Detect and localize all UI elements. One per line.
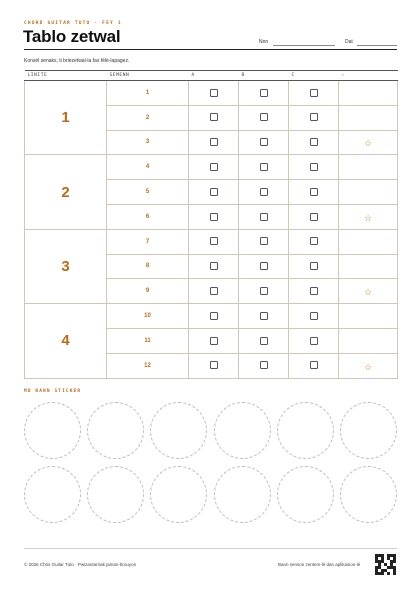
qr-code-icon[interactable] (375, 554, 396, 575)
sticker-slot[interactable] (24, 466, 81, 523)
lesson-number: 4 (107, 155, 189, 180)
star-chart-table (24, 70, 398, 379)
checkbox-b[interactable] (260, 312, 268, 320)
checkbox-a[interactable] (210, 361, 218, 369)
star-cell (339, 81, 398, 106)
sticker-slot[interactable] (340, 402, 397, 459)
column-header-c: C (289, 71, 339, 81)
lesson-number: 5 (107, 180, 189, 205)
checkbox-cell-b (239, 105, 289, 130)
instruction-text: Konsèl senaks, ti briezetwal-la fas fèlè-lapagez. (24, 58, 130, 64)
sticker-section-label: MO BANN STICKER (24, 389, 82, 394)
table-row (25, 229, 398, 254)
star-icon[interactable]: ☆ (363, 138, 373, 149)
checkbox-b[interactable] (260, 287, 268, 295)
checkbox-cell-c (289, 81, 339, 106)
sticker-slot[interactable] (214, 466, 271, 523)
date-field[interactable] (357, 45, 397, 46)
table-row (25, 81, 398, 106)
name-label: Non (259, 39, 269, 45)
star-cell (339, 180, 398, 205)
checkbox-a[interactable] (210, 312, 218, 320)
checkbox-a[interactable] (210, 213, 218, 221)
checkbox-c[interactable] (310, 213, 318, 221)
checkbox-c[interactable] (310, 237, 318, 245)
document-kicker: CHORD GUITAR TUTO · FEY 1 (24, 21, 122, 26)
lesson-number: 10 (107, 304, 189, 329)
checkbox-cell-c (289, 105, 339, 130)
checkbox-cell-a (189, 353, 239, 378)
checkbox-a[interactable] (210, 262, 218, 270)
checkbox-cell-c (289, 130, 339, 155)
sticker-slot[interactable] (87, 402, 144, 459)
lesson-number: 2 (107, 105, 189, 130)
checkbox-c[interactable] (310, 188, 318, 196)
star-cell (339, 353, 398, 378)
star-cell (339, 204, 398, 229)
star-cell (339, 279, 398, 304)
checkbox-b[interactable] (260, 89, 268, 97)
lesson-number: 11 (107, 328, 189, 353)
checkbox-b[interactable] (260, 138, 268, 146)
column-header-unit: LINITE (25, 71, 107, 81)
footer-copyright: © 2026 Chris Guitar Tuto · Pwizantarnak jaman-brouyon (24, 562, 137, 567)
sticker-slot[interactable] (87, 466, 144, 523)
checkbox-a[interactable] (210, 188, 218, 196)
checkbox-c[interactable] (310, 113, 318, 121)
star-cell (339, 304, 398, 329)
star-cell (339, 105, 398, 130)
checkbox-a[interactable] (210, 89, 218, 97)
unit-number: 3 (25, 229, 107, 303)
lesson-number: 1 (107, 81, 189, 106)
checkbox-cell-c (289, 254, 339, 279)
column-header-lesson: SEMENN (107, 71, 189, 81)
checkbox-cell-a (189, 155, 239, 180)
checkbox-cell-b (239, 204, 289, 229)
column-header-a: A (189, 71, 239, 81)
name-field[interactable] (273, 45, 335, 46)
checkbox-cell-a (189, 130, 239, 155)
sticker-slot[interactable] (340, 466, 397, 523)
footer-divider (24, 548, 397, 549)
footer-note: Bann senson zentem-lé dan aplikasion-lé (278, 562, 361, 567)
star-cell (339, 229, 398, 254)
checkbox-cell-c (289, 155, 339, 180)
checkbox-cell-c (289, 328, 339, 353)
checkbox-a[interactable] (210, 237, 218, 245)
checkbox-b[interactable] (260, 361, 268, 369)
column-header-star: ☆ (339, 71, 398, 81)
checkbox-cell-b (239, 279, 289, 304)
checkbox-cell-a (189, 180, 239, 205)
checkbox-cell-b (239, 130, 289, 155)
checkbox-a[interactable] (210, 138, 218, 146)
checkbox-cell-c (289, 304, 339, 329)
checkbox-b[interactable] (260, 163, 268, 171)
lesson-number: 9 (107, 279, 189, 304)
unit-number: 2 (25, 155, 107, 229)
sticker-slot[interactable] (24, 402, 81, 459)
lesson-number: 8 (107, 254, 189, 279)
checkbox-cell-c (289, 204, 339, 229)
checkbox-a[interactable] (210, 113, 218, 121)
sticker-slot[interactable] (277, 402, 334, 459)
checkbox-b[interactable] (260, 337, 268, 345)
star-cell (339, 254, 398, 279)
sticker-slot[interactable] (150, 466, 207, 523)
star-cell (339, 130, 398, 155)
checkbox-cell-a (189, 229, 239, 254)
star-icon[interactable]: ☆ (363, 287, 373, 298)
star-cell (339, 155, 398, 180)
sticker-slot[interactable] (214, 402, 271, 459)
page-title: Tablo zetwal (23, 27, 121, 46)
qr-module (393, 572, 396, 575)
header-divider (24, 49, 397, 50)
checkbox-c[interactable] (310, 361, 318, 369)
sticker-grid (24, 402, 397, 523)
checkbox-cell-c (289, 353, 339, 378)
checkbox-cell-b (239, 81, 289, 106)
checkbox-a[interactable] (210, 163, 218, 171)
checkbox-cell-a (189, 328, 239, 353)
sticker-slot[interactable] (277, 466, 334, 523)
checkbox-a[interactable] (210, 287, 218, 295)
checkbox-cell-b (239, 180, 289, 205)
lesson-number: 6 (107, 204, 189, 229)
checkbox-cell-b (239, 254, 289, 279)
checkbox-b[interactable] (260, 237, 268, 245)
checkbox-cell-b (239, 353, 289, 378)
star-cell (339, 328, 398, 353)
checkbox-b[interactable] (260, 262, 268, 270)
checkbox-cell-a (189, 204, 239, 229)
unit-number: 1 (25, 81, 107, 155)
checkbox-c[interactable] (310, 287, 318, 295)
checkbox-b[interactable] (260, 213, 268, 221)
checkbox-c[interactable] (310, 138, 318, 146)
checkbox-cell-b (239, 155, 289, 180)
table-row (25, 304, 398, 329)
checkbox-c[interactable] (310, 337, 318, 345)
star-icon[interactable]: ☆ (363, 361, 373, 372)
checkbox-cell-b (239, 328, 289, 353)
table-row (25, 155, 398, 180)
star-icon[interactable]: ☆ (363, 212, 373, 223)
checkbox-cell-a (189, 105, 239, 130)
sticker-slot[interactable] (150, 402, 207, 459)
unit-number: 4 (25, 304, 107, 378)
lesson-number: 7 (107, 229, 189, 254)
column-header-b: B (239, 71, 289, 81)
checkbox-cell-a (189, 254, 239, 279)
table-header-row (25, 71, 398, 81)
checkbox-cell-c (289, 229, 339, 254)
checkbox-c[interactable] (310, 262, 318, 270)
checkbox-cell-b (239, 304, 289, 329)
checkbox-cell-a (189, 304, 239, 329)
checkbox-a[interactable] (210, 337, 218, 345)
date-label: Dat (345, 39, 353, 45)
checkbox-cell-c (289, 180, 339, 205)
checkbox-b[interactable] (260, 113, 268, 121)
checkbox-cell-c (289, 279, 339, 304)
lesson-number: 3 (107, 130, 189, 155)
checkbox-c[interactable] (310, 89, 318, 97)
checkbox-c[interactable] (310, 312, 318, 320)
lesson-number: 12 (107, 353, 189, 378)
checkbox-cell-a (189, 81, 239, 106)
checkbox-cell-a (189, 279, 239, 304)
checkbox-b[interactable] (260, 188, 268, 196)
checkbox-c[interactable] (310, 163, 318, 171)
checkbox-cell-b (239, 229, 289, 254)
